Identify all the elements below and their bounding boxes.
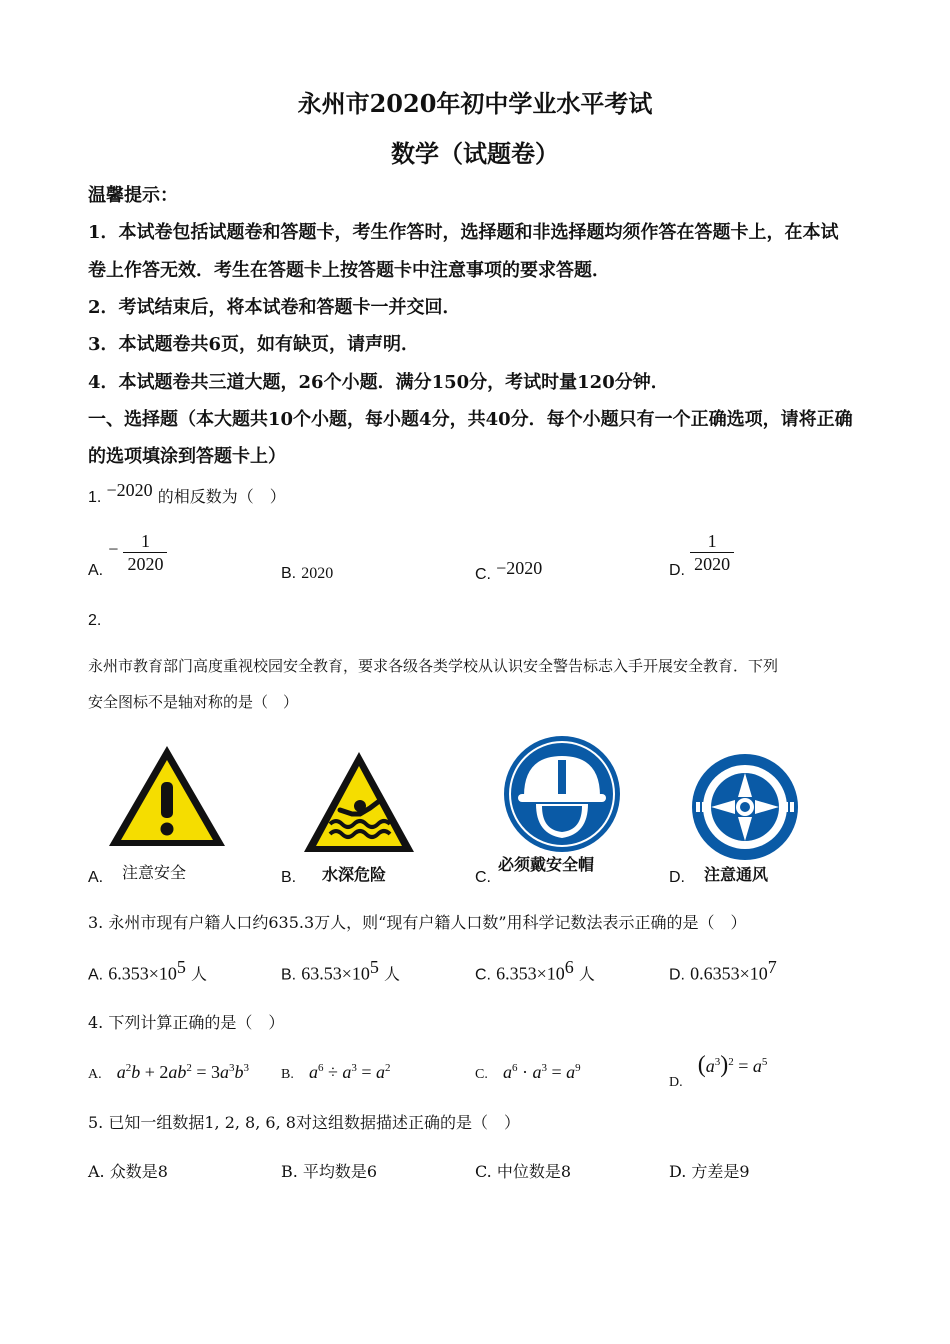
notice-item-3: 3．本试题卷共6页，如有缺页，请声明． — [88, 334, 420, 355]
q1-option-d[interactable]: D. $\frac{1}{2020}$ — [669, 530, 734, 575]
q3-option-c[interactable]: C. $6.353\times 10^6$ 人 — [475, 957, 595, 984]
notice-heading: 温馨提示： — [88, 185, 178, 206]
page-title: 永州市2020年初中学业水平考试 — [297, 89, 653, 118]
q2-option-d-label[interactable]: D. — [669, 869, 685, 886]
q1-option-c[interactable]: C. −2020 — [475, 558, 543, 583]
q1-option-a[interactable]: A. − $\frac{1}{2020}$ — [88, 530, 167, 575]
notice-item-1-cont: 卷上作答无效．考生在答题卡上按答题卡中注意事项的要求答题． — [88, 260, 610, 281]
notice-item-4: 4．本试题卷共三道大题，26个小题．满分150分，考试时量120分钟． — [88, 372, 669, 393]
section-1-heading-cont: 的选项填涂到答题卡上） — [88, 446, 286, 467]
q3-option-a[interactable]: A. $6.353\times 10^5$ 人 — [88, 957, 207, 984]
q4-option-a[interactable]: A. $a^2b + 2ab^2 = 3a^3b^3$ — [88, 1062, 250, 1082]
fraction: $\frac{1}{2020}$ — [123, 530, 167, 575]
question-4-text: 4. 下列计算正确的是（ ） — [88, 1013, 285, 1032]
helmet-mandatory-icon — [502, 734, 622, 854]
q5-option-b[interactable]: B. 平均数是6 — [281, 1162, 378, 1181]
q2-option-d-caption: 注意通风 — [704, 867, 769, 884]
warning-exclamation-icon — [105, 742, 229, 852]
q5-option-d[interactable]: D. 方差是9 — [669, 1162, 750, 1181]
question-2-number: 2. — [88, 612, 102, 629]
q5-option-c[interactable]: C. 中位数是8 — [475, 1162, 572, 1181]
question-2-text: 永州市教育部门高度重视校园安全教育，要求各级各类学校从认识安全警告标志入手开展安全教育．下列 — [88, 657, 779, 675]
deep-water-warning-icon — [300, 748, 418, 858]
q5-option-a[interactable]: A. 众数是8 — [88, 1162, 168, 1181]
question-1-number: 1. — [88, 489, 102, 506]
q3-option-d[interactable]: D. $0.6353\times 10^7$ — [669, 957, 777, 984]
q4-option-d-expr: $(a^3)^2 = a^5$ — [697, 1052, 768, 1078]
page-subtitle: 数学（试题卷） — [391, 139, 559, 168]
q4-option-d[interactable]: D. $(a^3)^2 = a^5$ — [669, 1052, 768, 1090]
question-1-text: 的相反数为（ ） — [157, 487, 286, 506]
q2-option-a-caption: 注意安全 — [122, 865, 187, 882]
notice-item-1: 1．本试卷包括试题卷和答题卡，考生作答时，选择题和非选择题均须作答在答题卡上，在本试 — [88, 222, 839, 243]
ventilation-fan-icon — [690, 752, 800, 862]
q1-option-b[interactable]: B. 2020 — [281, 565, 334, 582]
question-5-text: 5. 已知一组数据1, 2, 8, 6, 8对这组数据描述正确的是（ ） — [88, 1113, 520, 1132]
notice-item-2: 2．考试结束后，将本试卷和答题卡一并交回． — [88, 297, 461, 318]
question-3-text: 3. 永州市现有户籍人口约635.3万人，则“现有户籍人口数”用科学记数法表示正确的是（ ） — [88, 913, 747, 932]
fraction: $\frac{1}{2020}$ — [690, 530, 734, 575]
q4-option-c[interactable]: C. $a^6 \cdot a^3 = a^9$ — [475, 1062, 581, 1082]
question-1 — [88, 480, 286, 507]
question-1-expr: −2020 — [106, 480, 153, 500]
section-1-heading: 一、选择题（本大题共10个小题，每小题4分，共40分．每个小题只有一个正确选项，请将正确 — [88, 409, 853, 430]
q2-option-c-label[interactable]: C. — [475, 869, 491, 886]
q2-option-c-caption: 必须戴安全帽 — [498, 857, 595, 874]
q2-option-a-label[interactable]: A. — [88, 869, 104, 886]
q4-option-a-expr: $a^2b + 2ab^2 = 3a^3b^3$ — [116, 1062, 250, 1082]
q4-option-c-expr: $a^6 \cdot a^3 = a^9$ — [502, 1062, 581, 1082]
q4-option-b[interactable]: B. $a^6 \div a^3 = a^2$ — [281, 1062, 391, 1082]
q2-option-b-caption: 水深危险 — [322, 867, 387, 884]
question-2-text-cont: 安全图标不是轴对称的是（ ） — [88, 693, 299, 711]
q4-option-b-expr: $a^6 \div a^3 = a^2$ — [308, 1062, 391, 1082]
q3-option-b[interactable]: B. $63.53\times 10^5$ 人 — [281, 957, 400, 984]
q2-option-b-label[interactable]: B. — [281, 869, 297, 886]
